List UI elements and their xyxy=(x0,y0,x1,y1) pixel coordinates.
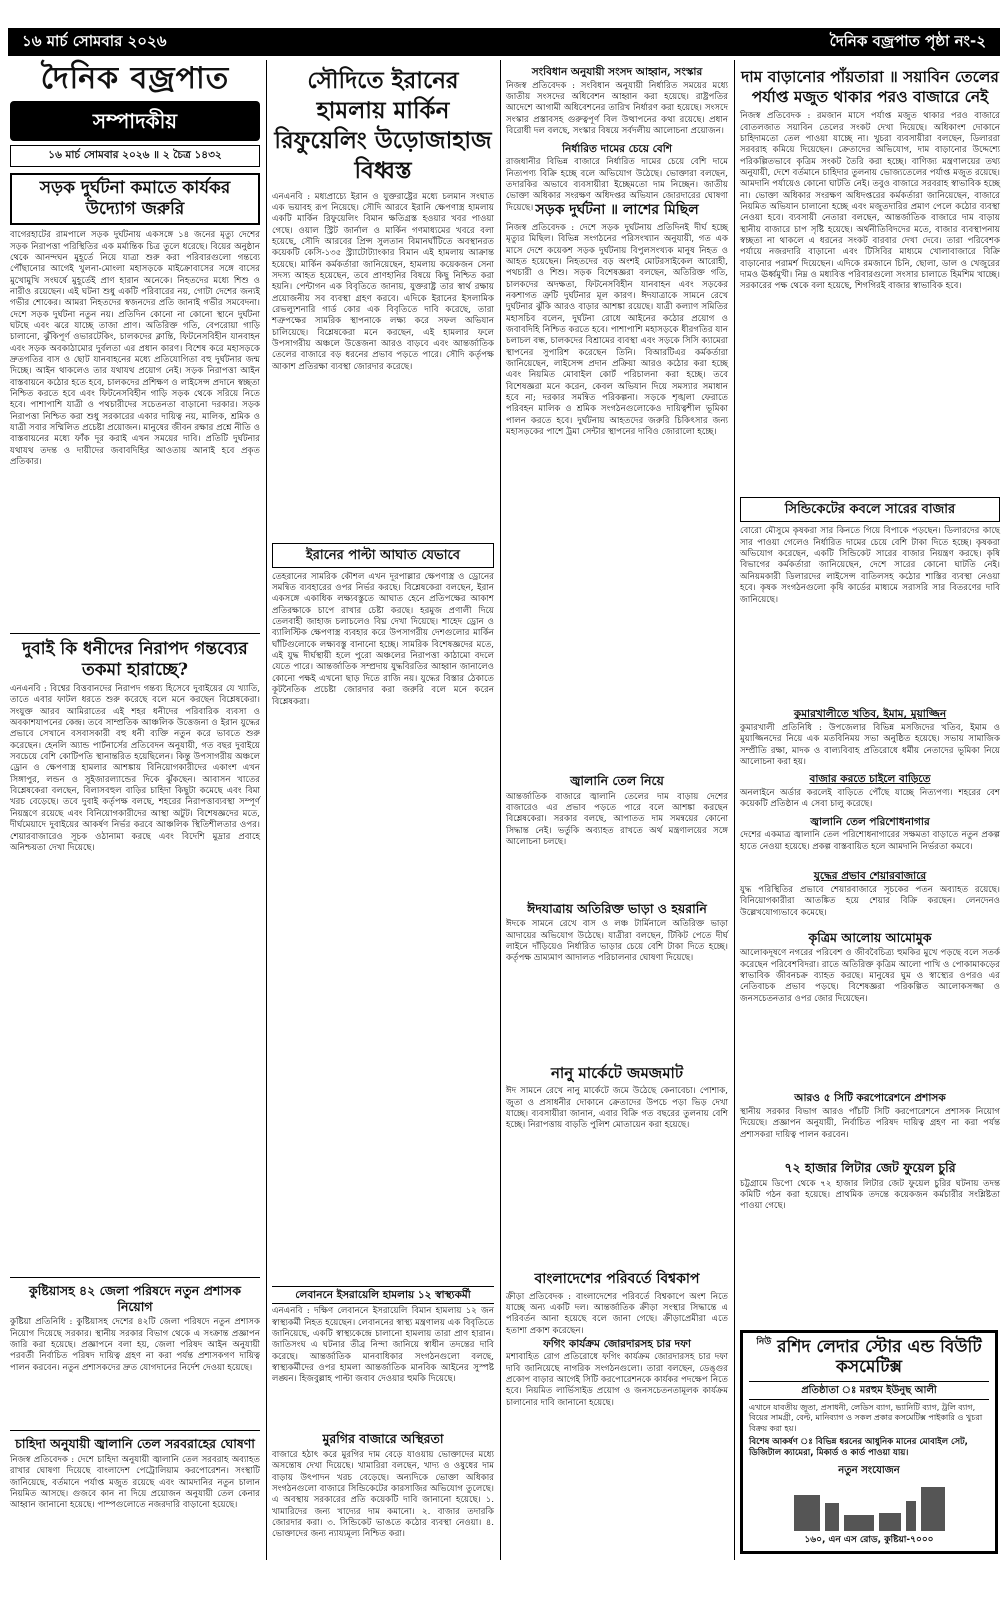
nanu-market-body: ঈদ সামনে রেখে নানু মার্কেটে জমে উঠেছে কেনাবেচা। পোশাক, জুতা ও প্রসাধনীর দোকানে ক্রেতাদের উপচে পড়া ভিড় দেখা যাচ্ছে। ব্যবসায়ীরা জানান, এবার বিক্রি গত বছরের তুলনায় বেশি হচ্ছে। নিরাপত্তায় বাড়তি পুলিশ মোতায়েন করা হয়েছে। xyxy=(506,1086,728,1131)
masthead-title: দৈনিক বজ্রপাত xyxy=(40,61,230,96)
syndicate-headline: সিন্ডিকেটের কবলে সারের বাজার xyxy=(740,497,1000,522)
ad-prefix: নিউ xyxy=(756,1337,772,1347)
lebanon-body: এনএনবি : দক্ষিণ লেবাননে ইসরায়েলি বিমান হামলায় ১২ জন স্বাস্থ্যকর্মী নিহত হয়েছেন। লেবাননের স্বাস্থ্য মন্ত্রণালয় এক বিবৃতিতে জানিয়েছে, একটি স্বাস্থ্যকেন্দ্রে চালানো হামলায় তারা প্রাণ হারান। জাতিসংঘ এ ঘটনার তীব্র নিন্দা জানিয়ে স্বাধীন তদন্তের দাবি করেছে। আন্তর্জাতিক মানবাধিকার সংগঠনগুলো বলছে, স্বাস্থ্যকর্মীদের ওপর হামলা আন্তর্জাতিক মানবিক আইনের সুস্পষ্ট লঙ্ঘন। হিজবুল্লাহ পাল্টা জবাব দেওয়ার হুমকি দিয়েছে। xyxy=(272,1306,494,1385)
prices-headline: নির্ধারিত দামের চেয়ে বেশি xyxy=(562,142,672,155)
header-date: ১৬ মার্চ সোমবার ২০২৬ xyxy=(22,32,167,51)
kumarkhali-headline: কুমারখালীতে খতিব, ইমাম, মুয়াজ্জিন xyxy=(793,708,947,721)
eid-fare-headline: ঈদযাত্রায় অতিরিক্ত ভাড়া ও হয়রানি xyxy=(527,900,707,916)
bazaar-headline: বাজার করতে চাইলে বাড়িতে xyxy=(809,773,931,786)
ad-new-label: নতুন সংযোজন xyxy=(838,1464,900,1476)
page-header-bar xyxy=(8,28,1000,56)
editorial-section-label: সম্পাদকীয় xyxy=(10,101,260,141)
ad-product-shoe xyxy=(844,1515,874,1531)
iran-counter-headline: ইরানের পাল্টা আঘাত যেভাবে xyxy=(272,543,494,568)
fuel-oil-headline: জ্বালানি তেল নিয়ে xyxy=(570,772,664,788)
nanu-market-headline: নানু মার্কেটে জমজমাট xyxy=(550,1064,684,1083)
artificial-light-headline: কৃত্রিম আলোয় আমোমুক xyxy=(808,929,932,945)
ad-product-suitcase xyxy=(921,1487,945,1531)
syndicate-body: বোরো মৌসুমে কৃষকরা সার কিনতে গিয়ে বিপাকে পড়ছেন। ডিলারদের কাছে সার পাওয়া গেলেও নির্ধারিত দামের চেয়ে বেশি টাকা দিতে হচ্ছে। কৃষকরা অভিযোগ করেছেন, একটি সিন্ডিকেট সারের বাজার নিয়ন্ত্রণ করছে। কৃষি বিভাগের কর্মকর্তারা জানিয়েছেন, দেশে সারের কোনো ঘাটতি নেই। অনিয়মকারী ডিলারদের লাইসেন্স বাতিলসহ কঠোর শাস্তির ব্যবস্থা নেওয়া হবে। কৃষক সংগঠনগুলো কৃষি কার্ডের মাধ্যমে সরাসরি সার বিতরণের দাবি জানিয়েছে। xyxy=(740,526,1000,605)
city-corp-headline: আরও ৫ সিটি করপোরেশনে প্রশাসক xyxy=(794,1092,946,1105)
soybean-headline: দাম বাড়ানোর পাঁয়তারা ॥ সয়াবিন তেলের পর্যাপ্ত মজুত থাকার পরও বাজারে নেই xyxy=(741,67,999,107)
bonds-headline: যুদ্ধের প্রভাব শেয়ারবাজারে xyxy=(813,870,927,883)
worldcup-headline: বাংলাদেশের পরিবর্তে বিশ্বকাপ xyxy=(534,1271,700,1288)
ad-address: ১৬০, এন এস রোড, কুষ্টিয়া-৭০০০ xyxy=(804,1534,934,1545)
road-deaths-body: নিজস্ব প্রতিবেদক : দেশে সড়ক দুর্ঘটনায় প্রতিদিনই দীর্ঘ হচ্ছে মৃত্যুর মিছিল। বিভিন্ন সংগঠনের পরিসংখ্যান অনুযায়ী, গত এক মাসে দেশে কয়েকশ সড়ক দুর্ঘটনায় বিপুলসংখ্যক মানুষ নিহত ও আহত হয়েছেন। নিহতদের বড় অংশই মোটরসাইকেল আরোহী, পথচারী ও শিশু। সড়ক বিশেষজ্ঞরা বলছেন, অতিরিক্ত গতি, চালকদের অদক্ষতা, ফিটনেসবিহীন যানবাহন এবং সড়কের নকশাগত ত্রুটি দুর্ঘটনার মূল কারণ। ঈদযাত্রাকে সামনে রেখে দুর্ঘটনার ঝুঁকি আরও বাড়ার আশঙ্কা রয়েছে। যাত্রী কল্যাণ সমিতির মহাসচিব বলেন, দুর্ঘটনা রোধে আইনের কঠোর প্রয়োগ ও জবাবদিহি নিশ্চিত করতে হবে। পাশাপাশি মহাসড়কে ধীরগতির যান চলাচল বন্ধ, চালকদের বিশ্রামের ব্যবস্থা এবং সড়কে সিসি ক্যামেরা স্থাপনের সুপারিশ করেছেন তিনি। বিআরটিএর কর্মকর্তারা জানিয়েছেন, লাইসেন্স প্রদান প্রক্রিয়া আরও কঠোর করা হচ্ছে এবং নিয়মিত মোবাইল কোর্ট পরিচালনা করা হচ্ছে। তবে বিশেষজ্ঞরা মনে করেন, কেবল অভিযান দিয়ে সমস্যার সমাধান হবে না; দরকার সমন্বিত পরিকল্পনা। সড়কে শৃঙ্খলা ফেরাতে পরিবহন মালিক ও শ্রমিক সংগঠনগুলোকেও দায়িত্বশীল ভূমিকা পালন করতে হবে। দুর্ঘটনায় আহতদের জরুরি চিকিৎসার জন্য মহাসড়কের পাশে ট্রমা সেন্টার স্থাপনের দাবিও জোরালো হচ্ছে। xyxy=(506,222,728,438)
ad-store-name: রশিদ লেদার স্টোর এন্ড বিউটি কসমেটিক্স xyxy=(777,1337,982,1378)
dubai-body: এনএনবি : বিশ্বের বিত্তবানদের নিরাপদ গন্তব্য হিসেবে দুবাইয়ের যে খ্যাতি, তাতে এবার ফাটল ধরতে শুরু করেছে বলে মনে করছেন বিশ্লেষকেরা। সংযুক্ত আরব আমিরাতের এই শহর ধনীদের পরিবারিক ব্যবসা ও অবকাশযাপনের কেন্দ্র। তবে সাম্প্রতিক আঞ্চলিক উত্তেজনা ও ইরান যুদ্ধের প্রভাবে সেখানে বসবাসকারী বহু ধনী ব্যক্তি নতুন করে ভাবতে শুরু করেছেন। হেনলি অ্যান্ড পার্টনার্সের প্রতিবেদন অনুযায়ী, গত বছর দুবাইয়ে সবচেয়ে বেশি কোটিপতি স্থানান্তরিত হয়েছিলেন। কিন্তু উপসাগরীয় অঞ্চলে ড্রোন ও ক্ষেপণাস্ত্র হামলার আশঙ্কায় বিনিয়োগকারীদের একাংশ এখন সিঙ্গাপুর, লন্ডন ও সুইজারল্যান্ডের দিকে ঝুঁকছেন। আবাসন খাতের বিশ্লেষকেরা বলছেন, বিলাসবহুল বাড়ির চাহিদা কিছুটা কমেছে এবং বিমা খরচ বেড়েছে। তবে দুবাই কর্তৃপক্ষ বলছে, শহরের নিরাপত্তাব্যবস্থা সম্পূর্ণ নিয়ন্ত্রণে রয়েছে এবং বিনিয়োগকারীদের আস্থা অটুট। বিশেষজ্ঞদের মতে, দীর্ঘমেয়াদে দুবাইয়ের আকর্ষণ নির্ভর করবে আঞ্চলিক স্থিতিশীলতার ওপর। শেয়ারবাজারেও সূচক ওঠানামা করছে এবং বিদেশি মুদ্রার প্রবাহে অনিশ্চয়তা দেখা দিয়েছে। xyxy=(10,684,260,853)
prices-body: রাজধানীর বিভিন্ন বাজারে নির্ধারিত দামের চেয়ে বেশি দামে নিত্যপণ্য বিক্রি হচ্ছে বলে অভিযোগ উঠেছে। ভোক্তারা বলছেন, তদারকির অভাবে ব্যবসায়ীরা ইচ্ছেমতো দাম নিচ্ছেন। জাতীয় ভোক্তা অধিকার সংরক্ষণ অধিদপ্তর অভিযান জোরদারের ঘোষণা দিয়েছে। xyxy=(506,157,728,213)
iran-counter-body: তেহরানের সামরিক কৌশল এখন দূরপাল্লার ক্ষেপণাস্ত্র ও ড্রোনের সমন্বিত ব্যবহারের ওপর নির্ভর করছে। বিশ্লেষকেরা বলছেন, ইরান একসঙ্গে একাধিক লক্ষ্যবস্তুতে আঘাত হেনে প্রতিপক্ষের আকাশ প্রতিরক্ষাকে চাপে রাখার চেষ্টা করছে। হরমুজ প্রণালী দিয়ে তেলবাহী জাহাজ চলাচলেও বিঘ্ন দেখা দিয়েছে। শাহেদ ড্রোন ও ব্যালিস্টিক ক্ষেপণাস্ত্র ব্যবহার করে উপসাগরীয় দেশগুলোর মার্কিন ঘাঁটিগুলোকে লক্ষ্যবস্তু বানানো হচ্ছে। সামরিক বিশেষজ্ঞদের মতে, এই যুদ্ধ দীর্ঘস্থায়ী হলে পুরো অঞ্চলের নিরাপত্তা কাঠামো বদলে যেতে পারে। আন্তর্জাতিক সম্প্রদায় যুদ্ধবিরতির আহ্বান জানালেও কোনো পক্ষই এখনো ছাড় দিতে রাজি নয়। যুদ্ধের বিস্তার ঠেকাতে কূটনৈতিক প্রচেষ্টা জোরদার করা জরুরি বলে মনে করেন বিশ্লেষকরা। xyxy=(272,571,494,707)
ad-product-images xyxy=(749,1481,989,1531)
mp-call-headline: সংবিধান অনুযায়ী সংসদ আহ্বান, সংস্কার xyxy=(531,66,703,78)
ad-product-phone xyxy=(825,1503,839,1531)
ad-founder: প্রতিষ্ঠাতা ঃ মরহুম ইউনুছ আলী xyxy=(749,1381,989,1400)
fuel-demand-body: নিজস্ব প্রতিবেদক : দেশে চাহিদা অনুযায়ী জ্বালানি তেল সরবরাহ অব্যাহত রাখার ঘোষণা দিয়েছে বাংলাদেশ পেট্রোলিয়াম করপোরেশন। সংস্থাটি জানিয়েছে, বর্তমানে পর্যাপ্ত মজুত রয়েছে এবং আমদানির নতুন চালান নিয়মিত আসছে। গুজবে কান না দিয়ে প্রয়োজন অনুযায়ী তেল কেনার আহ্বান জানানো হয়েছে। পাম্পগুলোতে নজরদারি বাড়ানো হয়েছে। xyxy=(10,1454,260,1511)
eid-fare-body: ঈদকে সামনে রেখে বাস ও লঞ্চ টার্মিনালে অতিরিক্ত ভাড়া আদায়ের অভিযোগ উঠেছে। যাত্রীরা বলছেন, টিকিট পেতে দীর্ঘ লাইনে দাঁড়িয়েও নির্ধারিত ভাড়ার চেয়ে বেশি টাকা দিতে হচ্ছে। কর্তৃপক্ষ ভ্রাম্যমাণ আদালত পরিচালনার ঘোষণা দিয়েছে। xyxy=(506,919,728,964)
ad-offer: বিশেষ আকর্ষণ ঃ বিভিন্ন ধরনের আধুনিক মানের মোবাইল সেট, ডিজিটাল ক্যামেরা, মিকার্ড ও কার্ড পাওয়া যায়। xyxy=(749,1437,968,1459)
ad-title xyxy=(749,1337,989,1378)
ad-product-camera xyxy=(879,1513,901,1531)
column-economy xyxy=(740,62,1000,1324)
ad-body: এখানে যাবতীয় জুতা, প্রসাধনী, লেডিস ব্যাগ, ভ্যানিটি ব্যাগ, ট্রলি ব্যাগ, বিয়ের সামগ্রী, বেল্ট, মানিব্যাগ ও সকল প্রকার কসমেটিক্স পাইকারি ও খুচরা বিক্রয় করা হয়। xyxy=(749,1402,983,1433)
oil-theft-headline: ৭২ হাজার লিটার জেট ফুয়েল চুরি xyxy=(784,1160,956,1176)
fogging-headline: ফগিং কার্যক্রম জোরদারসহ চার দফা xyxy=(543,1337,691,1350)
ad-product-bag xyxy=(794,1495,820,1531)
saudi-headline: সৌদিতে ইরানের হামলায় মার্কিন রিফুয়েলিং উড়োজাহাজ বিধ্বস্ত xyxy=(274,67,492,184)
saudi-body: এনএনবি : মধ্যপ্রাচ্যে ইরান ও যুক্তরাষ্ট্রের মধ্যে চলমান সংঘাত এক ভয়াবহ রূপ নিয়েছে। সৌদি আরবে ইরানি ক্ষেপণাস্ত্র হামলায় একটি মার্কিন রিফুয়েলিং বিমান ক্ষতিগ্রস্ত হওয়ার খবর পাওয়া গেছে। ওয়াল স্ট্রিট জার্নাল ও মার্কিন গণমাধ্যমের খবরে বলা হয়েছে, সৌদি আরবের প্রিন্স সুলতান বিমানঘাঁটিতে অবস্থানরত কয়েকটি কেসি-১৩৫ স্ট্র্যাটোট্যাংকার বিমান এই হামলায় আক্রান্ত হয়েছে। মার্কিন কর্মকর্তারা জানিয়েছেন, হামলায় কয়েকজন সেনা সদস্য আহত হয়েছেন, তবে প্রাণহানির বিষয়ে কিছু নিশ্চিত করা হয়নি। পেন্টাগন এক বিবৃতিতে জানায়, যুক্তরাষ্ট্র তার স্বার্থ রক্ষায় প্রয়োজনীয় সব ব্যবস্থা গ্রহণ করবে। এদিকে ইরানের ইসলামিক রেভল্যুশনারি গার্ড কোর এক বিবৃতিতে দাবি করেছে, তারা শত্রুপক্ষের সামরিক স্থাপনাকে লক্ষ্য করে সফল অভিযান চালিয়েছে। বিশ্লেষকেরা মনে করছেন, এই হামলার ফলে উপসাগরীয় অঞ্চলে উত্তেজনা আরও বাড়বে এবং আন্তর্জাতিক তেলের বাজারে বড় ধরনের প্রভাব পড়তে পারে। সৌদি কর্তৃপক্ষ আকাশ প্রতিরক্ষা ব্যবস্থা জোরদার করেছে। xyxy=(272,191,494,372)
dubai-headline: দুবাই কি ধনীদের নিরাপদ গন্তব্যের তকমা হারাচ্ছে? xyxy=(22,639,248,680)
editorial-body: বাগেরহাটের রামপালে সড়ক দুর্ঘটনায় একসঙ্গে ১৪ জনের মৃত্যু দেশের সড়ক নিরাপত্তা পরিস্থিতির এক মর্মান্তিক চিত্র তুলে ধরেছে। বিয়ের অনুষ্ঠান থেকে আনন্দঘন মুহূর্তে নিয়ে যাত্রা শুরু করা পরিবারগুলো গন্তব্যে পৌঁছানোর আগেই খুলনা-মোংলা মহাসড়কে মাইক্রোবাসের সঙ্গে বাসের মুখোমুখি সংঘর্ষে মুহূর্তেই প্রাণ হারান অনেকে। নিহতদের মধ্যে শিশু ও নারীও রয়েছেন। এই ঘটনা শুধু একটি পরিবারের নয়, গোটা দেশের জন্যই গভীর শোকের। আমরা নিহতদের স্বজনদের প্রতি জানাই গভীর সমবেদনা। দেশে সড়ক দুর্ঘটনা নতুন নয়। প্রতিদিন কোনো না কোনো স্থানে দুর্ঘটনা ঘটছে এবং ঝরে যাচ্ছে তাজা প্রাণ। অতিরিক্ত গতি, বেপরোয়া গাড়ি চালানো, ঝুঁকিপূর্ণ ওভারটেকিং, চালকদের ক্লান্তি, ফিটনেসবিহীন যানবাহন এবং সড়ক অবকাঠামোর দুর্বলতা এর প্রধান কারণ। বিশেষ করে মহাসড়কে দ্রুতগতির বাস ও ছোট যানবাহনের মধ্যে প্রতিযোগিতা বহু দুর্ঘটনার জন্ম দিচ্ছে। আইন থাকলেও তার যথাযথ প্রয়োগ নেই। সড়ক নিরাপত্তা আইন বাস্তবায়নে কঠোর হতে হবে, চালকদের প্রশিক্ষণ ও লাইসেন্স প্রদানে স্বচ্ছতা নিশ্চিত করতে হবে এবং ফিটনেসবিহীন গাড়ি সড়ক থেকে সরিয়ে নিতে হবে। পাশাপাশি যাত্রী ও পথচারীদের সচেতনতা বাড়ানো দরকার। সড়ক নিরাপত্তা নিশ্চিত করা শুধু সরকারের একার দায়িত্ব নয়, মালিক, শ্রমিক ও যাত্রী সবার সম্মিলিত প্রচেষ্টা প্রয়োজন। মানুষের জীবন রক্ষার প্রশ্নে নীতি ও বাস্তবায়নের মধ্যে ফাঁক দূর করাই এখন সময়ের দাবি। প্রতিটি দুর্ঘটনার যথাযথ তদন্ত ও দায়ীদের জবাবদিহির আওতায় আনাই হবে প্রকৃত প্রতিকার। xyxy=(10,230,260,468)
soybean-body: নিজস্ব প্রতিবেদক : রমজান মাসে পর্যাপ্ত মজুত থাকার পরও বাজারে বোতলজাত সয়াবিন তেলের সংকট দেখা দিয়েছে। অধিকাংশ দোকানে চাহিদামতো তেল পাওয়া যাচ্ছে না। খুচরা ব্যবসায়ীরা বলছেন, ডিলাররা সরবরাহ কমিয়ে দিয়েছেন। ক্রেতাদের অভিযোগ, দাম বাড়ানোর উদ্দেশ্যে পরিকল্পিতভাবে কৃত্রিম সংকট তৈরি করা হচ্ছে। বাণিজ্য মন্ত্রণালয়ের তথ্য অনুযায়ী, দেশে বর্তমানে চাহিদার তুলনায় ভোজ্যতেলের পর্যাপ্ত মজুত রয়েছে। আমদানি পর্যায়েও কোনো ঘাটতি নেই। তবুও বাজারে সরবরাহ স্বাভাবিক হচ্ছে না। ভোক্তা অধিকার সংরক্ষণ অধিদপ্তরের কর্মকর্তারা জানিয়েছেন, বাজারে নিয়মিত অভিযান চালানো হচ্ছে এবং মজুতদারির প্রমাণ পেলে কঠোর ব্যবস্থা নেওয়া হবে। ব্যবসায়ী নেতারা বলছেন, আন্তর্জাতিক বাজারে দাম বাড়ায় স্থানীয় বাজারে চাপ সৃষ্টি হয়েছে। অর্থনীতিবিদদের মতে, বাজার ব্যবস্থাপনায় স্বচ্ছতা না থাকলে এ ধরনের সংকট বারবার দেখা দেবে। তারা পরিবেশক পর্যায়ে নজরদারি বাড়ানো এবং টিসিবির মাধ্যমে খোলাবাজারে বিক্রি বাড়ানোর পরামর্শ দিয়েছেন। এদিকে রমজানে চিনি, ছোলা, ডাল ও খেজুরের দামও ঊর্ধ্বমুখী। নিম্ন ও মধ্যবিত্ত পরিবারগুলো সংসার চালাতে হিমশিম খাচ্ছে। সরকারের পক্ষ থেকে বলা হয়েছে, শিগগিরই বাজার স্বাভাবিক হবে। xyxy=(740,111,1000,292)
column-editorial xyxy=(10,62,260,1557)
kushtia-body: কুষ্টিয়া প্রতিনিধি : কুষ্টিয়াসহ দেশের ৪২টি জেলা পরিষদে নতুন প্রশাসক নিয়োগ দিয়েছে সরকার। স্থানীয় সরকার বিভাগ থেকে এ সংক্রান্ত প্রজ্ঞাপন জারি করা হয়েছে। প্রজ্ঞাপনে বলা হয়, জেলা পরিষদ আইন অনুযায়ী পরবর্তী নির্বাচিত পরিষদ দায়িত্ব গ্রহণ না করা পর্যন্ত প্রশাসকগণ দায়িত্ব পালন করবেন। নতুন প্রশাসকদের দ্রুত যোগদানের নির্দেশ দেওয়া হয়েছে। xyxy=(10,1317,260,1373)
poultry-headline: মুরগির বাজারে অস্থিরতা xyxy=(322,1431,444,1447)
lebanon-headline: লেবাননে ইসরায়েলি হামলায় ১২ স্বাস্থ্যকর্মী xyxy=(272,1286,494,1305)
worldcup-body: ক্রীড়া প্রতিবেদক : বাংলাদেশের পরিবর্তে বিশ্বকাপে অংশ নিতে যাচ্ছে অন্য একটি দল। আন্তর্জাতিক ক্রীড়া সংস্থার সিদ্ধান্তে এ পরিবর্তন আনা হয়েছে বলে জানা গেছে। ক্রীড়াপ্রেমীরা এতে হতাশা প্রকাশ করেছেন। xyxy=(506,1291,728,1336)
fogging-body: মশাবাহিত রোগ প্রতিরোধে ফগিং কার্যক্রম জোরদারসহ চার দফা দাবি জানিয়েছে নাগরিক সংগঠনগুলো। তারা বলছেন, ডেঙ্গুর প্রকোপ বাড়ার আগেই সিটি করপোরেশনকে কার্যকর পদক্ষেপ নিতে হবে। নিয়মিত লার্ভিসাইড প্রয়োগ ও জনসচেতনতামূলক কার্যক্রম চালানোর দাবি জানানো হয়েছে। xyxy=(506,1352,728,1408)
poultry-body: বাজারে হঠাৎ করে মুরগির দাম বেড়ে যাওয়ায় ভোক্তাদের মধ্যে অসন্তোষ দেখা দিয়েছে। খামারিরা বলছেন, খাদ্য ও ওষুধের দাম বাড়ায় উৎপাদন খরচ বেড়েছে। অন্যদিকে ভোক্তা অধিকার সংগঠনগুলো বাজারে সিন্ডিকেটের কারসাজির অভিযোগ তুলেছে। এ অবস্থায় সরকারের প্রতি কয়েকটি দাবি জানানো হয়েছে। ১. খামারিদের জন্য খাদ্যের দাম কমানো। ২. বাজার তদারকি জোরদার করা। ৩. সিন্ডিকেট ভাঙতে কঠোর ব্যবস্থা নেওয়া। ৪. ভোক্তাদের জন্য ন্যায্যমূল্য নিশ্চিত করা। xyxy=(272,1449,494,1540)
header-paper-page: দৈনিক বজ্রপাত পৃষ্ঠা নং-২ xyxy=(829,32,986,51)
column-international xyxy=(272,62,494,1557)
fuel-purification-body: দেশের একমাত্র জ্বালানি তেল পরিশোধনাগারের সক্ষমতা বাড়াতে নতুন প্রকল্প হাতে নেওয়া হয়েছে। প্রকল্প বাস্তবায়িত হলে আমদানি নির্ভরতা কমবে। xyxy=(740,830,1000,852)
advertisement-box xyxy=(740,1330,998,1554)
fuel-purification-headline: জ্বালানি তেল পরিশোধনাগার xyxy=(810,815,930,828)
bazaar-body: অনলাইনে অর্ডার করলেই বাড়িতে পৌঁছে যাচ্ছে নিত্যপণ্য। শহরের বেশ কয়েকটি প্রতিষ্ঠান এ সেবা চালু করেছে। xyxy=(740,787,1000,809)
mp-call-body: নিজস্ব প্রতিবেদক : সংবিধান অনুযায়ী নির্ধারিত সময়ের মধ্যে জাতীয় সংসদের অধিবেশন আহ্বান করা হয়েছে। রাষ্ট্রপতির আদেশে আগামী অধিবেশনের তারিখ নির্ধারণ করা হয়েছে। সংসদে সংস্কার প্রস্তাবসহ গুরুত্বপূর্ণ বিল উত্থাপনের কথা রয়েছে। প্রধান বিরোধী দল বলছে, সংস্কার বিষয়ে সর্বদলীয় আলোচনা প্রয়োজন। xyxy=(506,80,728,136)
road-deaths-headline: সড়ক দুর্ঘটনা ॥ লাশের মিছিল xyxy=(535,202,699,219)
fuel-demand-headline: চাহিদা অনুযায়ী জ্বালানি তেল সরবরাহের ঘোষণা xyxy=(15,1436,255,1452)
editorial-headline: সড়ক দুর্ঘটনা কমাতে কার্যকর উদ্যোগ জরুরি xyxy=(10,173,260,226)
bonds-body: যুদ্ধ পরিস্থিতির প্রভাবে শেয়ারবাজারে সূচকের পতন অব্যাহত রয়েছে। বিনিয়োগকারীরা আতঙ্কিত হয়ে শেয়ার বিক্রি করছেন। লেনদেনও উল্লেখযোগ্যভাবে কমেছে। xyxy=(740,884,1000,918)
kumarkhali-body: কুমারখালী প্রতিনিধি : উপজেলার বিভিন্ন মসজিদের খতিব, ইমাম ও মুয়াজ্জিনদের নিয়ে এক মতবিনিময় সভা অনুষ্ঠিত হয়েছে। সভায় সামাজিক সম্প্রীতি রক্ষা, মাদক ও বাল্যবিবাহ প্রতিরোধে ধর্মীয় নেতাদের ভূমিকা নিয়ে আলোচনা করা হয়। xyxy=(740,723,1000,768)
editorial-dateline: ১৬ মার্চ সোমবার ২০২৬ ॥ ২ চৈত্র ১৪৩২ xyxy=(10,145,260,167)
artificial-light-body: আলোকদূষণে নগরের পরিবেশ ও জীববৈচিত্র্য হুমকির মুখে পড়ছে বলে সতর্ক করেছেন পরিবেশবিদরা। রাতে অতিরিক্ত কৃত্রিম আলো পাখি ও পোকামাকড়ের স্বাভাবিক জীবনচক্র ব্যাহত করছে। মানুষের ঘুম ও স্বাস্থ্যের ওপরও এর নেতিবাচক প্রভাব পড়ছে। বিশেষজ্ঞরা পরিকল্পিত আলোকসজ্জা ও জনসচেতনতার ওপর জোর দিয়েছেন। xyxy=(740,948,1000,1004)
city-corp-body: স্থানীয় সরকার বিভাগ আরও পাঁচটি সিটি করপোরেশনে প্রশাসক নিয়োগ দিয়েছে। প্রজ্ঞাপন অনুযায়ী, নির্বাচিত পরিষদ দায়িত্ব গ্রহণ না করা পর্যন্ত প্রশাসকরা দায়িত্ব পালন করবেন। xyxy=(740,1107,1000,1140)
column-national xyxy=(506,62,728,1557)
fuel-oil-body: আন্তর্জাতিক বাজারে জ্বালানি তেলের দাম বাড়ায় দেশের বাজারেও এর প্রভাব পড়তে পারে বলে আশঙ্কা করছেন বিশ্লেষকেরা। সরকার বলছে, আপাতত দাম সমন্বয়ের কোনো সিদ্ধান্ত নেই। ভর্তুকি অব্যাহত রাখতে অর্থ মন্ত্রণালয়ের সঙ্গে আলোচনা চলছে। xyxy=(506,791,728,847)
oil-theft-body: চট্টগ্রামে ডিপো থেকে ৭২ হাজার লিটার জেট ফুয়েল চুরির ঘটনায় তদন্ত কমিটি গঠন করা হয়েছে। প্রাথমিক তদন্তে কয়েকজন কর্মচারীর সংশ্লিষ্টতা পাওয়া গেছে। xyxy=(740,1178,1000,1212)
kushtia-headline: কুষ্টিয়াসহ ৪২ জেলা পরিষদে নতুন প্রশাসক নিয়োগ xyxy=(29,1283,241,1314)
ad-product-cosmetic xyxy=(906,1501,916,1531)
